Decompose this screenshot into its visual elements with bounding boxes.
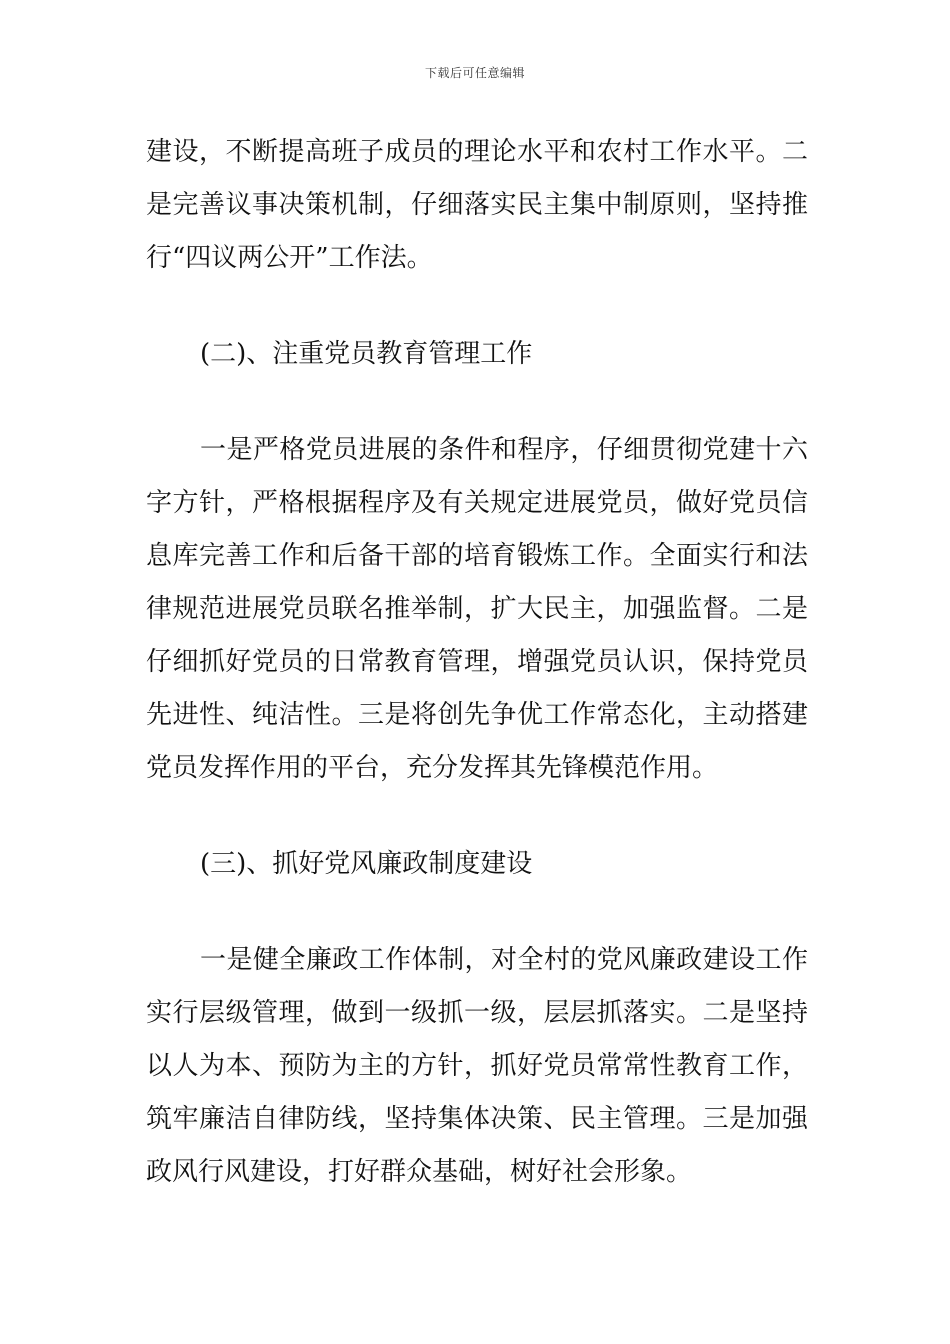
paragraph-clean-governance: 一是健全廉政工作体制，对全村的党风廉政建设工作实行层级管理，做到一级抓一级，层层抓落实。二是坚持以人为本、预防为主的方针，抓好党员常常性教育工作，筑牢廉洁自律防线，坚持集体决策、民主管理。三是加强政风行风建设，打好群众基础，树好社会形象。	[146, 945, 808, 1187]
section-heading-3: (三)、抓好党风廉政制度建设	[200, 849, 533, 879]
paragraph-party-member-management: 一是严格党员进展的条件和程序，仔细贯彻党建十六字方针，严格根据程序及有关规定进展党员，做好党员信息库完善工作和后备干部的培育锻炼工作。全面实行和法律规范进展党员联名推举制，扩大民主，加强监督。二是仔细抓好党员的日常教育管理，增强党员认识，保持党员先进性、纯洁性。三是将创先争优工作常态化，主动搭建党员发挥作用的平台，充分发挥其先锋模范作用。	[146, 435, 808, 783]
paragraph-continuation: 建设，不断提高班子成员的理论水平和农村工作水平。二是完善议事决策机制，仔细落实民主集中制原则，坚持推行“四议两公开”工作法。	[146, 137, 808, 273]
paragraph-gap	[146, 285, 808, 328]
paragraph-gap	[146, 381, 808, 424]
paragraph-gap	[146, 891, 808, 934]
paragraph-gap	[146, 795, 808, 838]
document-body	[146, 126, 808, 1199]
page-header-note: 下载后可任意编辑	[424, 66, 525, 80]
section-heading-2: (二)、注重党员教育管理工作	[200, 339, 533, 369]
